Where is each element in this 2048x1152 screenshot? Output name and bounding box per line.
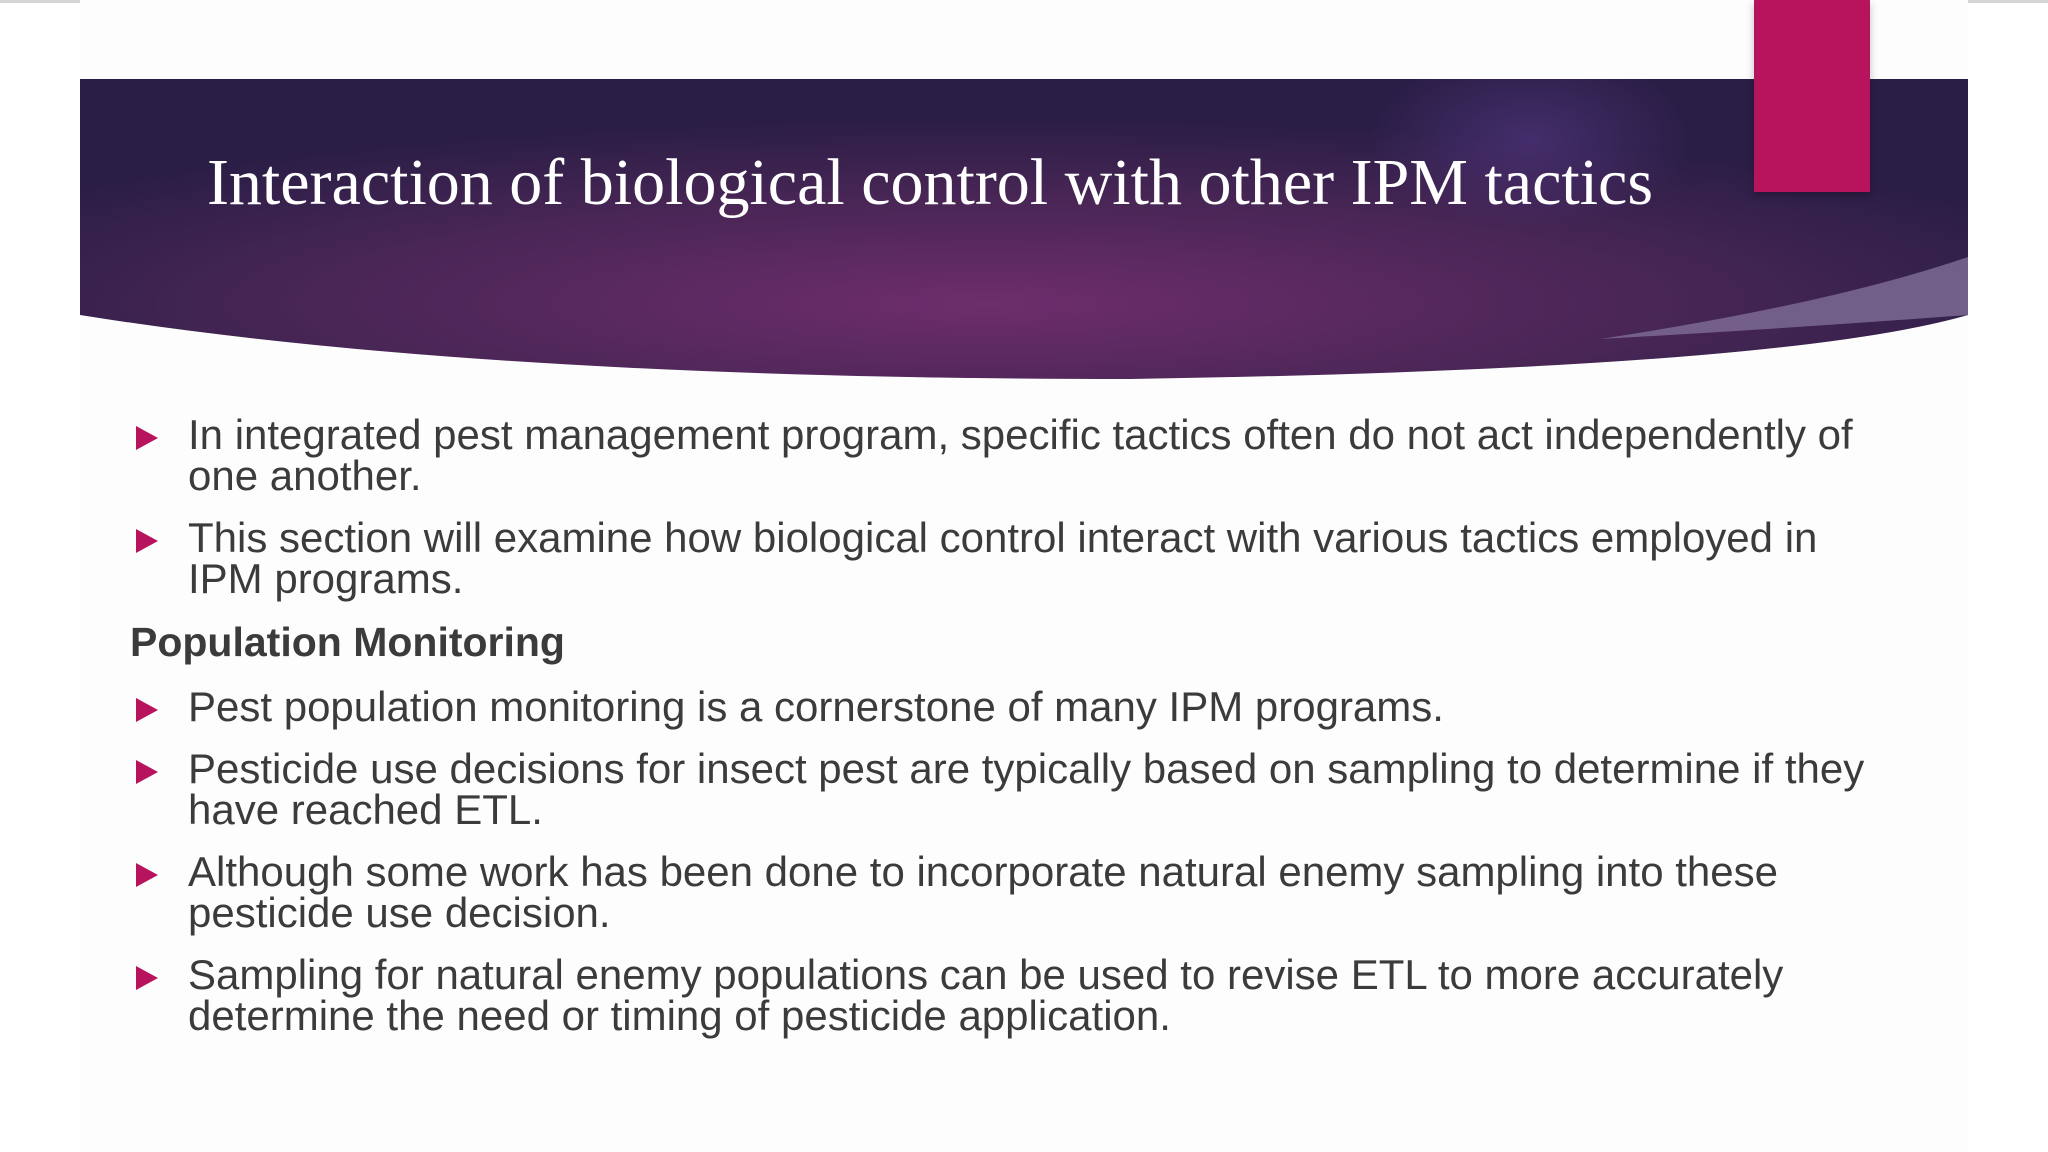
bullet-item bbox=[130, 951, 1870, 1039]
triangle-bullet-icon bbox=[136, 863, 158, 887]
triangle-bullet-icon bbox=[136, 760, 158, 784]
slide-title: Interaction of biological control with other IPM tactics bbox=[206, 146, 1654, 219]
banner-shape bbox=[80, 79, 1968, 382]
accent-tab bbox=[1754, 0, 1870, 192]
bullet-item bbox=[130, 683, 1870, 730]
triangle-bullet-icon bbox=[136, 698, 158, 722]
section-heading: Population Monitoring bbox=[130, 619, 565, 665]
bullet-item bbox=[130, 514, 1870, 602]
bullet-item bbox=[130, 848, 1870, 936]
triangle-bullet-icon bbox=[136, 529, 158, 553]
bullet-text: This section will examine how biological control interact with various tactics employed in IPM programs. bbox=[188, 514, 1818, 602]
bullet-text: Although some work has been done to incorporate natural enemy sampling into these pesticide use decision. bbox=[188, 848, 1778, 936]
bullet-text: Pest population monitoring is a cornerstone of many IPM programs. bbox=[188, 683, 1444, 730]
bullet-item bbox=[130, 411, 1870, 499]
triangle-bullet-icon bbox=[136, 426, 158, 450]
slide-content bbox=[130, 411, 1870, 1057]
bullet-text: In integrated pest management program, specific tactics often do not act independently of one another. bbox=[188, 411, 1853, 499]
bullet-item bbox=[130, 745, 1870, 833]
bullet-text: Sampling for natural enemy populations can be used to revise ETL to more accurately determine the need or timing of pesticide application. bbox=[188, 951, 1784, 1039]
bullet-text: Pesticide use decisions for insect pest are typically based on sampling to determine if they have reached ETL. bbox=[188, 745, 1865, 833]
triangle-bullet-icon bbox=[136, 966, 158, 990]
title-banner bbox=[80, 79, 1968, 382]
